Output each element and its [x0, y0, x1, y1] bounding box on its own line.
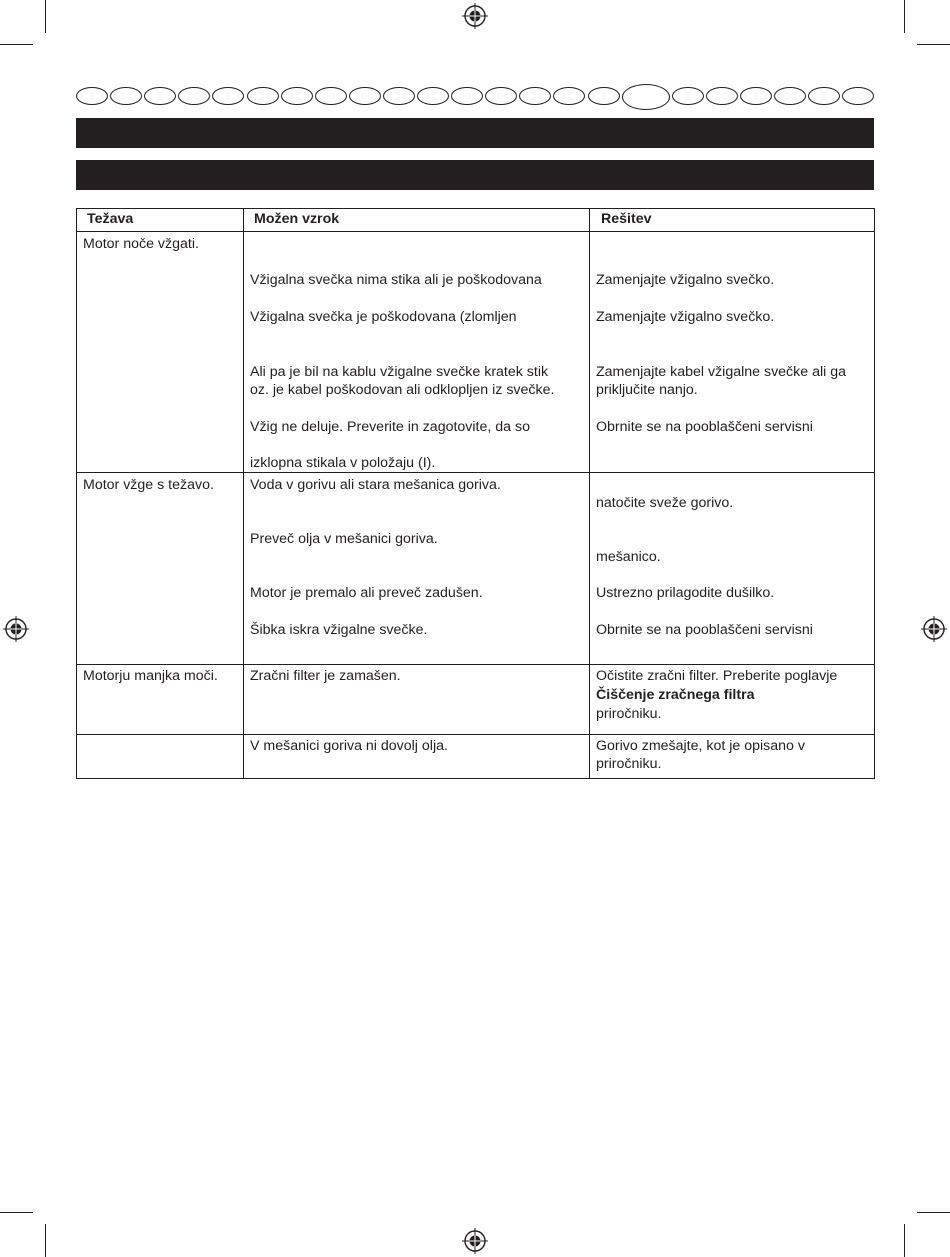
solution-text: mešanico. [596, 549, 661, 565]
problem-cell [77, 232, 244, 473]
language-tab [247, 87, 279, 105]
crop-mark [45, 0, 46, 33]
solution-text: Zamenjajte vžigalno svečko. [596, 309, 775, 325]
language-tab [212, 87, 244, 105]
solution-text: natočite sveže gorivo. [596, 495, 734, 511]
language-tab [281, 87, 313, 105]
solution-text: priročniku. [596, 706, 662, 722]
registration-mark-icon [921, 616, 947, 642]
crop-mark [904, 0, 905, 33]
cause-cell [244, 473, 590, 665]
language-tab [808, 87, 840, 105]
crop-mark [917, 44, 950, 45]
language-tab [740, 87, 772, 105]
language-tab [349, 87, 381, 105]
problem-text: Motor noče vžgati. [83, 236, 199, 252]
cause-cell [244, 232, 590, 473]
language-tabs [76, 84, 876, 110]
table-row [77, 232, 875, 473]
cause-text: oz. je kabel poškodovan ali odklopljen iz svečke. [250, 382, 555, 398]
problem-cell [77, 473, 244, 665]
language-tab [706, 87, 738, 105]
cause-text: Motor je premalo ali preveč zadušen. [250, 585, 483, 601]
language-tab [417, 87, 449, 105]
language-tab [383, 87, 415, 105]
language-tab [842, 87, 874, 105]
solution-text: Očistite zračni filter. Preberite poglavje [596, 668, 838, 684]
cause-text: Zračni filter je zamašen. [250, 668, 401, 684]
section-subtitle-bar [76, 160, 874, 190]
language-tab [178, 87, 210, 105]
solution-cell [590, 232, 875, 473]
troubleshooting-table [76, 208, 875, 779]
table-header-row [77, 209, 875, 232]
problem-cell [77, 735, 244, 779]
crop-mark [904, 1224, 905, 1257]
cause-text: Preveč olja v mešanici goriva. [250, 531, 438, 547]
language-tab-active [622, 84, 670, 110]
language-tab [110, 87, 142, 105]
language-tab [672, 87, 704, 105]
cause-text: Šibka iskra vžigalne svečke. [250, 622, 428, 638]
solution-bold-text: Čiščenje zračnega filtra [596, 687, 755, 703]
language-tab [451, 87, 483, 105]
cause-text: Voda v gorivu ali stara mešanica goriva. [250, 477, 501, 493]
cause-cell [244, 665, 590, 735]
problem-text: Motorju manjka moči. [83, 668, 218, 684]
crop-mark [917, 1212, 950, 1213]
cause-text: Vžig ne deluje. Preverite in zagotovite, da so [250, 419, 530, 435]
solution-text: Ustrezno prilagodite dušilko. [596, 585, 775, 601]
table-row [77, 665, 875, 735]
language-tab [519, 87, 551, 105]
language-tab [588, 87, 620, 105]
header-problem: Težava [77, 209, 244, 232]
crop-mark [0, 1212, 33, 1213]
crop-mark [0, 44, 33, 45]
solution-text: priročniku. [596, 756, 662, 772]
solution-text: Gorivo zmešajte, kot je opisano v [596, 738, 805, 754]
registration-mark-icon [462, 3, 488, 29]
cause-text: Vžigalna svečka nima stika ali je poškodovana [250, 272, 542, 288]
language-tab [774, 87, 806, 105]
cause-cell [244, 735, 590, 779]
table-row [77, 473, 875, 665]
registration-mark-icon [3, 616, 29, 642]
solution-text: Zamenjajte kabel vžigalne svečke ali ga [596, 364, 846, 380]
problem-text: Motor vžge s težavo. [83, 477, 214, 493]
solution-text: Zamenjajte vžigalno svečko. [596, 272, 775, 288]
header-cause: Možen vzrok [244, 209, 590, 232]
solution-cell [590, 473, 875, 665]
cause-text: Vžigalna svečka je poškodovana (zlomljen [250, 309, 517, 325]
language-tab [485, 87, 517, 105]
cause-text: V mešanici goriva ni dovolj olja. [250, 738, 448, 754]
solution-cell [590, 735, 875, 779]
solution-text: Obrnite se na pooblaščeni servisni [596, 622, 813, 638]
solution-text: priključite nanjo. [596, 382, 698, 398]
cause-text: Ali pa je bil na kablu vžigalne svečke kratek stik [250, 364, 549, 380]
cause-text: izklopna stikala v položaju (I). [250, 455, 436, 471]
table-row [77, 735, 875, 779]
crop-mark [45, 1224, 46, 1257]
solution-text: Obrnite se na pooblaščeni servisni [596, 419, 813, 435]
problem-cell [77, 665, 244, 735]
header-solution: Rešitev [590, 209, 875, 232]
registration-mark-icon [462, 1228, 488, 1254]
language-tab [553, 87, 585, 105]
solution-cell [590, 665, 875, 735]
language-tab [144, 87, 176, 105]
section-title-bar [76, 118, 874, 148]
language-tab [76, 87, 108, 105]
language-tab [315, 87, 347, 105]
